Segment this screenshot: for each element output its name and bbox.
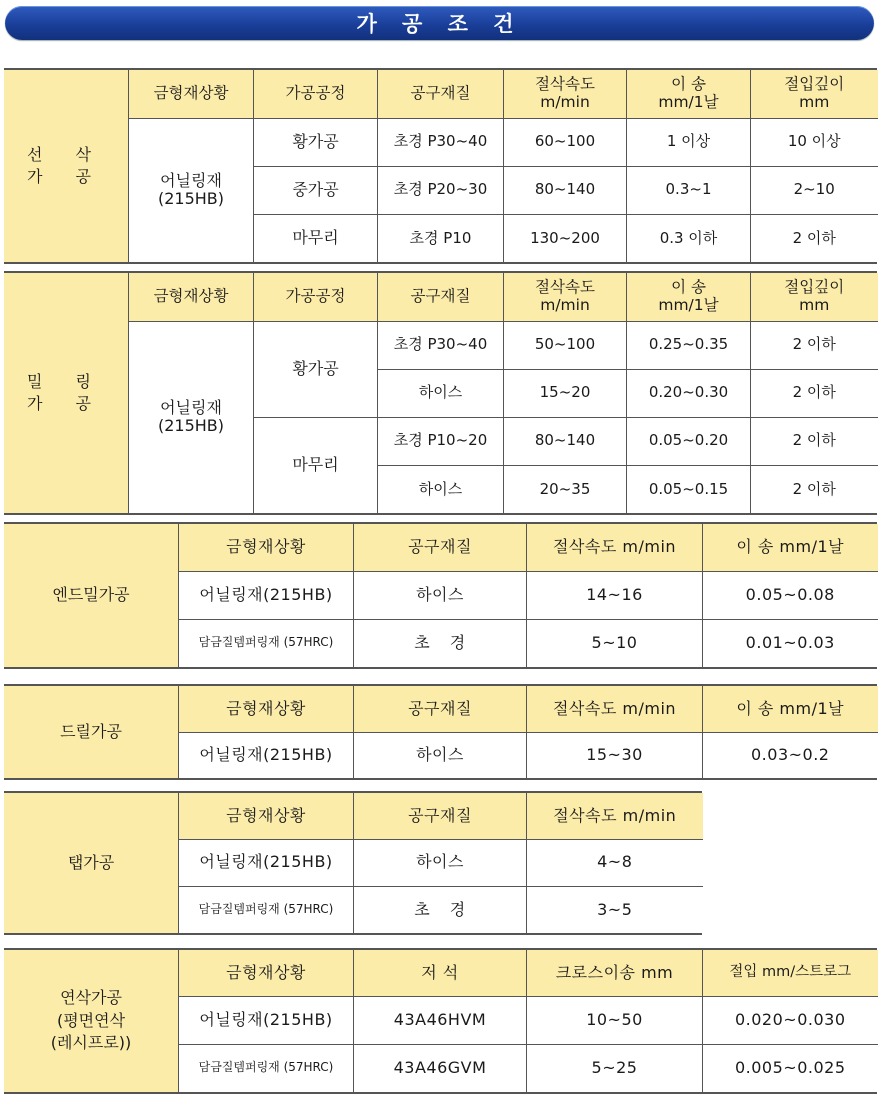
header-speed: 절삭속도 m/min	[527, 524, 703, 571]
depth-cell: 2 이하	[751, 417, 878, 465]
drilling-table	[178, 686, 878, 778]
header-tool: 공구재질	[354, 686, 527, 732]
page-title: 가 공 조 건	[356, 12, 523, 36]
header-feed: 이 송 mm/1날	[627, 70, 751, 118]
tool-cell: 하이스	[354, 839, 527, 886]
header-process: 가공공정	[254, 70, 378, 118]
tapping-table	[178, 793, 703, 933]
tool-cell: 초 경	[354, 886, 527, 933]
speed-cell: 80~140	[504, 166, 627, 214]
feed-cell: 0.01~0.03	[703, 619, 878, 667]
header-material: 금형재상황	[179, 524, 354, 571]
speed-cell: 15~20	[504, 369, 627, 417]
process-cell: 황가공	[254, 321, 378, 417]
tool-cell: 초경 P30~40	[378, 321, 504, 369]
material-cell: 어닐링재 (215HB)	[129, 321, 254, 513]
header-speed: 절삭속도 m/min	[527, 793, 703, 839]
turning-label: 선 삭 가 공	[4, 70, 128, 262]
speed-cell: 60~100	[504, 118, 627, 166]
speed-cell: 15~30	[527, 732, 703, 778]
feed-cell: 0.03~0.2	[703, 732, 878, 778]
depth-cell: 2 이하	[751, 369, 878, 417]
header-feed: 이 송 mm/1날	[627, 273, 751, 321]
process-cell: 황가공	[254, 118, 378, 166]
feed-cell: 0.3 이하	[627, 214, 751, 262]
header-depth: 절입깊이 mm	[751, 273, 878, 321]
turning-section	[4, 68, 877, 264]
feed-cell: 0.05~0.15	[627, 465, 751, 513]
milling-table	[128, 273, 878, 514]
header-depth: 절입깊이 mm	[751, 70, 878, 118]
tool-cell: 초 경	[354, 619, 527, 667]
material-cell: 어닐링재(215HB)	[179, 839, 354, 886]
tool-cell: 하이스	[378, 369, 504, 417]
endmill-section	[4, 522, 877, 669]
tool-cell: 초경 P10	[378, 214, 504, 262]
header-feed: 이 송 mm/1날	[703, 524, 878, 571]
tapping-section	[4, 791, 702, 935]
endmill-table	[178, 524, 878, 667]
material-cell: 담금질템퍼링재 (57HRC)	[179, 619, 354, 667]
endmill-label: 엔드밀가공	[4, 524, 178, 667]
depth-cell: 2~10	[751, 166, 878, 214]
depth-cell: 2 이하	[751, 321, 878, 369]
feed-cell: 0.20~0.30	[627, 369, 751, 417]
header-process: 가공공정	[254, 273, 378, 321]
drilling-section	[4, 684, 877, 780]
feed-cell: 0.25~0.35	[627, 321, 751, 369]
header-material: 금형재상황	[129, 273, 254, 321]
speed-cell: 4~8	[527, 839, 703, 886]
feed-cell: 0.3~1	[627, 166, 751, 214]
header-tool: 공구재질	[354, 793, 527, 839]
header-material: 금형재상황	[129, 70, 254, 118]
speed-cell: 5~10	[527, 619, 703, 667]
milling-label: 밀 링 가 공	[4, 273, 128, 513]
stone-cell: 43A46HVM	[354, 996, 527, 1044]
milling-section	[4, 271, 877, 515]
drilling-label: 드릴가공	[4, 686, 178, 778]
header-speed: 절삭속도 m/min	[504, 70, 627, 118]
depth-cell: 10 이상	[751, 118, 878, 166]
process-cell: 중가공	[254, 166, 378, 214]
header-speed: 절삭속도 m/min	[504, 273, 627, 321]
feed-cell: 0.05~0.20	[627, 417, 751, 465]
speed-cell: 50~100	[504, 321, 627, 369]
header-stone: 저 석	[354, 950, 527, 996]
material-cell: 담금질템퍼링재 (57HRC)	[179, 1044, 354, 1092]
material-cell: 담금질템퍼링재 (57HRC)	[179, 886, 354, 933]
depth-cell: 0.005~0.025	[703, 1044, 878, 1092]
tool-cell: 초경 P20~30	[378, 166, 504, 214]
stone-cell: 43A46GVM	[354, 1044, 527, 1092]
tool-cell: 초경 P30~40	[378, 118, 504, 166]
speed-cell: 80~140	[504, 417, 627, 465]
process-cell: 마무리	[254, 417, 378, 513]
tool-cell: 하이스	[378, 465, 504, 513]
header-tool: 공구재질	[378, 273, 504, 321]
grinding-table	[178, 950, 878, 1092]
process-cell: 마무리	[254, 214, 378, 262]
material-cell: 어닐링재 (215HB)	[129, 118, 254, 262]
header-tool: 공구재질	[354, 524, 527, 571]
header-material: 금형재상황	[179, 686, 354, 732]
feed-cell: 1 이상	[627, 118, 751, 166]
feed-cell: 0.05~0.08	[703, 571, 878, 619]
header-tool: 공구재질	[378, 70, 504, 118]
grinding-label: 연삭가공 (평면연삭 (레시프로))	[4, 950, 178, 1092]
header-speed: 절삭속도 m/min	[527, 686, 703, 732]
header-material: 금형재상황	[179, 793, 354, 839]
header-material: 금형재상황	[179, 950, 354, 996]
tapping-label: 탭가공	[4, 793, 178, 933]
depth-cell: 2 이하	[751, 214, 878, 262]
speed-cell: 14~16	[527, 571, 703, 619]
speed-cell: 130~200	[504, 214, 627, 262]
tool-cell: 하이스	[354, 732, 527, 778]
title-banner	[5, 6, 874, 40]
grinding-section	[4, 948, 877, 1094]
header-feed: 이 송 mm/1날	[703, 686, 878, 732]
cross-feed-cell: 5~25	[527, 1044, 703, 1092]
material-cell: 어닐링재(215HB)	[179, 996, 354, 1044]
depth-cell: 2 이하	[751, 465, 878, 513]
header-depth: 절입 mm/스트로그	[703, 950, 878, 996]
material-cell: 어닐링재(215HB)	[179, 732, 354, 778]
speed-cell: 3~5	[527, 886, 703, 933]
tool-cell: 초경 P10~20	[378, 417, 504, 465]
tool-cell: 하이스	[354, 571, 527, 619]
depth-cell: 0.020~0.030	[703, 996, 878, 1044]
header-cross-feed: 크로스이송 mm	[527, 950, 703, 996]
speed-cell: 20~35	[504, 465, 627, 513]
turning-table	[128, 70, 878, 263]
cross-feed-cell: 10~50	[527, 996, 703, 1044]
material-cell: 어닐링재(215HB)	[179, 571, 354, 619]
